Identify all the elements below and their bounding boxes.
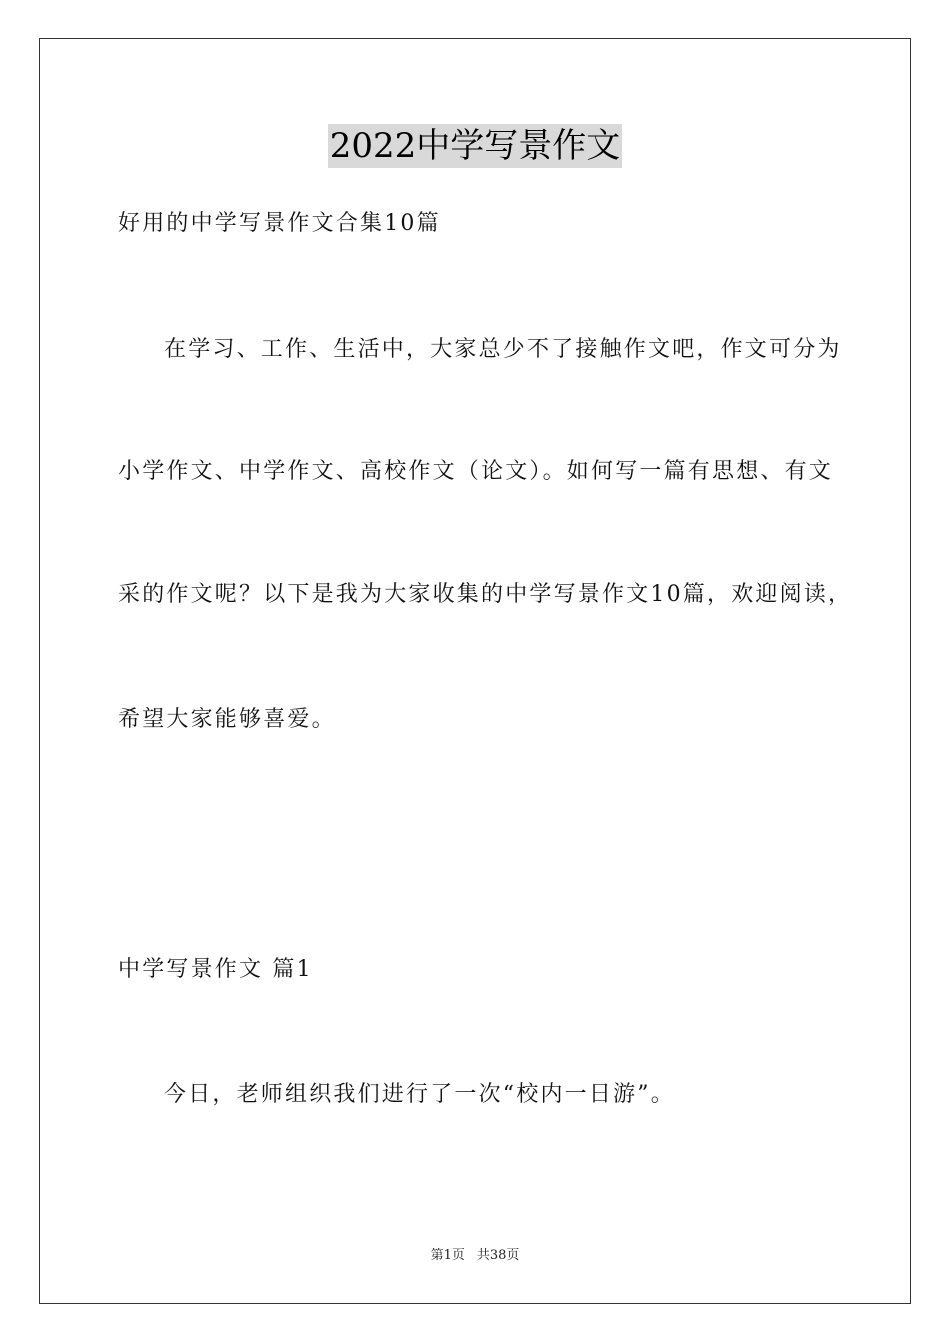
- title-container: [0, 124, 950, 168]
- intro-line-1: 在学习、工作、生活中，大家总少不了接触作文吧，作文可分为: [164, 337, 842, 362]
- document-title: 2022中学写景作文: [329, 126, 621, 166]
- page-number: 第1页: [430, 1248, 465, 1263]
- intro-line-3: 采的作文呢？以下是我为大家收集的中学写景作文10篇，欢迎阅读，: [118, 582, 853, 607]
- intro-line-2: 小学作文、中学作文、高校作文（论文）。如何写一篇有思想、有文: [118, 459, 834, 484]
- intro-line-4: 希望大家能够喜爱。: [118, 707, 336, 732]
- page-footer: [0, 1247, 950, 1265]
- document-subtitle: 好用的中学写景作文合集10篇: [118, 211, 441, 236]
- total-pages: 共38页: [476, 1248, 520, 1263]
- section-heading: 中学写景作文 篇1: [118, 957, 313, 982]
- section-paragraph-line: 今日，老师组织我们进行了一次“校内一日游”。: [164, 1082, 675, 1107]
